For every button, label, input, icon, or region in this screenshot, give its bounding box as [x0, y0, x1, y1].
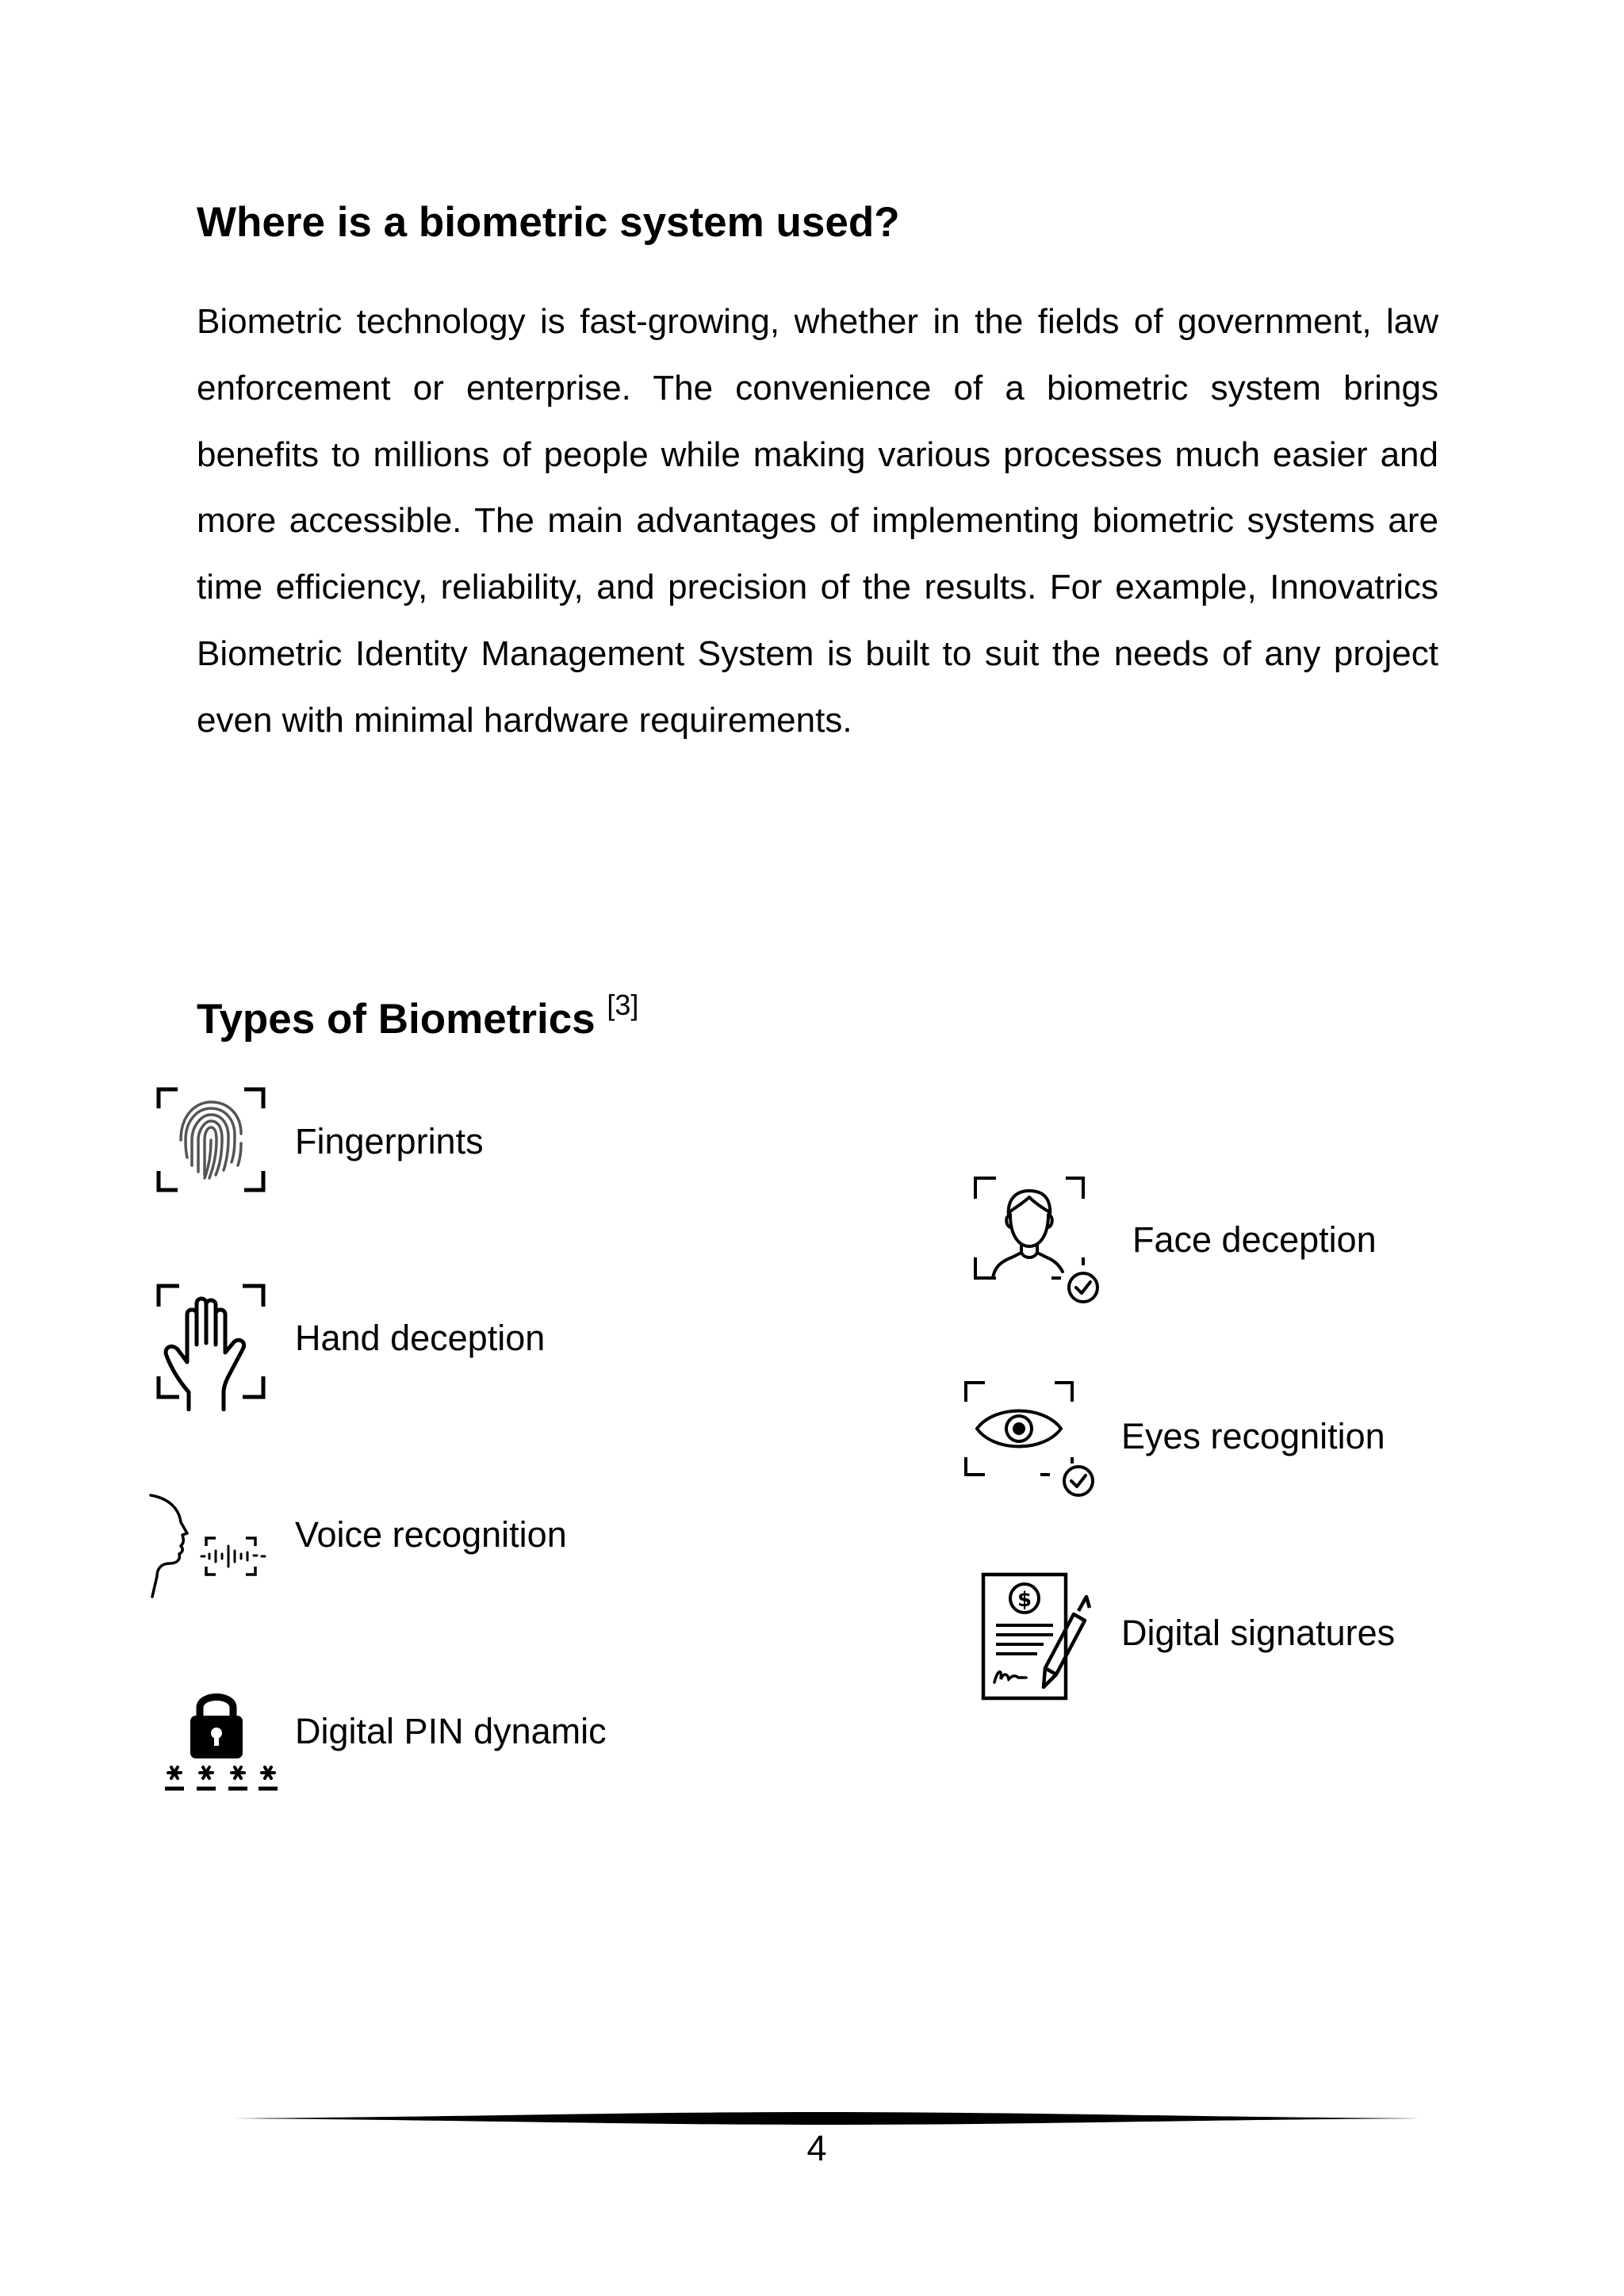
eye-scan-icon [963, 1380, 1102, 1498]
biometric-label: Digital signatures [1121, 1613, 1396, 1653]
biometric-label: Hand deception [295, 1318, 546, 1358]
biometric-label: Fingerprints [295, 1121, 484, 1161]
pin-lock-icon [160, 1687, 279, 1806]
hand-scan-icon [155, 1283, 266, 1411]
footer-divider [230, 2109, 1419, 2128]
voice-recognition-icon [147, 1490, 274, 1601]
fingerprint-icon [155, 1086, 266, 1193]
page-number: 4 [806, 2128, 827, 2168]
section-paragraph: Biometric technology is fast-growing, whether in the fields of government, law enforcement or enterprise. The convenience of a biometric system brings benefits to millions of people while making various processes much easier and more accessible. The main advantages of implementing biometric systems are time efficiency, reliability, and precision of the results. For example, Innovatrics Biometric Identity Management System is built to suit the needs of any project even with minimal hardware requirements. [197, 302, 1438, 740]
biometric-label: Face deception [1132, 1219, 1377, 1260]
biometric-label: Digital PIN dynamic [295, 1711, 607, 1751]
section-heading-where-used: Where is a biometric system used? [197, 199, 900, 246]
svg-text:$: $ [1017, 1588, 1032, 1612]
biometric-label: Voice recognition [295, 1514, 567, 1555]
face-scan-icon [972, 1175, 1112, 1310]
biometric-label: Eyes recognition [1121, 1416, 1385, 1456]
signed-document-icon [980, 1571, 1091, 1703]
section-heading-types [197, 989, 639, 1043]
citation-marker: [3] [607, 989, 639, 1021]
types-heading-text: Types of Biometrics [197, 996, 596, 1043]
